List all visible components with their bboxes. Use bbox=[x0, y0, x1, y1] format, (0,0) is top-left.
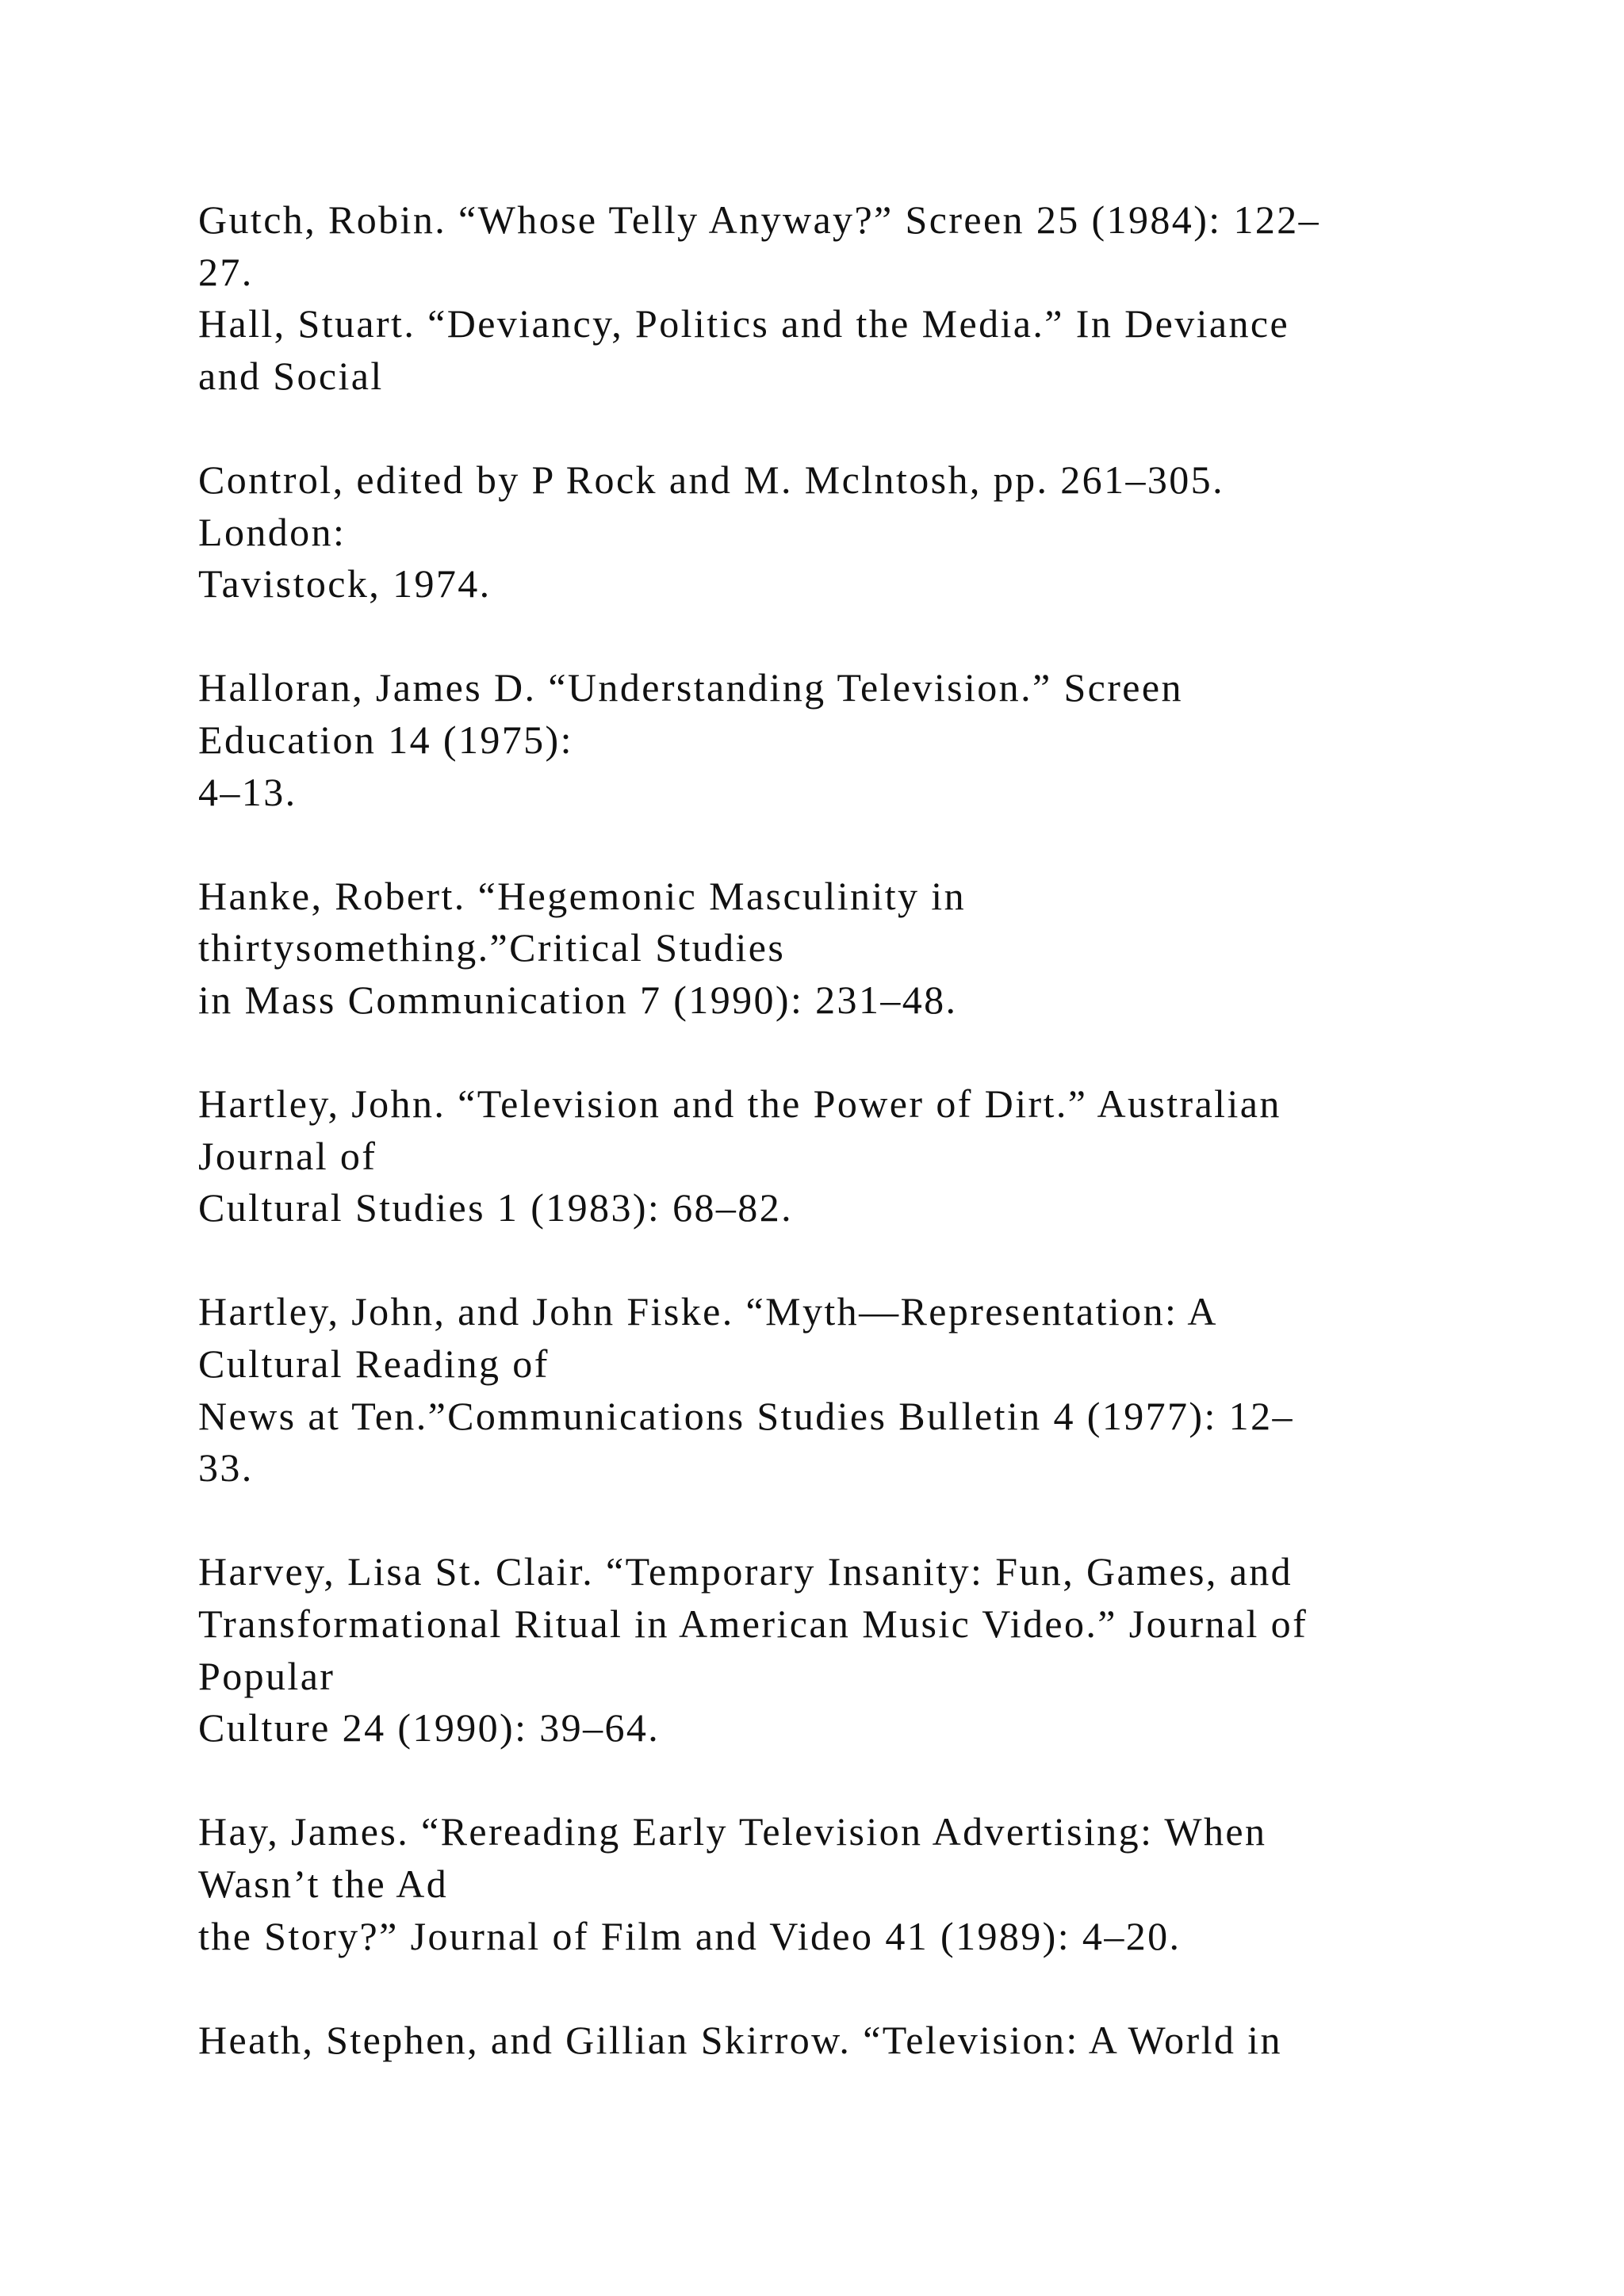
text-line: 4–13. bbox=[198, 769, 297, 814]
text-line: in Mass Communication 7 (1990): 231–48. bbox=[198, 977, 958, 1022]
blank-line bbox=[198, 402, 1546, 454]
blank-line bbox=[198, 818, 1546, 871]
text-line: Transformational Ritual in American Music Video.” Journal of bbox=[198, 1601, 1308, 1647]
text-line: Hanke, Robert. “Hegemonic Masculinity in bbox=[198, 873, 966, 918]
text-line: Control, edited by P Rock and M. Mclntosh, pp. 261–305. bbox=[198, 457, 1224, 502]
text-line: News at Ten.”Communications Studies Bulletin 4 (1977): 12– bbox=[198, 1393, 1294, 1438]
text-line: Harvey, Lisa St. Clair. “Temporary Insanity: Fun, Games, and bbox=[198, 1549, 1293, 1594]
text-line: Hartley, John, and John Fiske. “Myth—Representation: A bbox=[198, 1289, 1218, 1334]
text-line: Wasn’t the Ad bbox=[198, 1862, 449, 1906]
text-line: and Social bbox=[198, 353, 384, 398]
blank-line bbox=[198, 1027, 1546, 1079]
text-line: Journal of bbox=[198, 1133, 377, 1178]
text-line: 27. bbox=[198, 249, 254, 294]
text-line: the Story?” Journal of Film and Video 41 (1989): 4–20. bbox=[198, 1913, 1182, 1958]
text-line: Hay, James. “Rereading Early Television Advertising: When bbox=[198, 1809, 1267, 1854]
text-line: Cultural Studies 1 (1983): 68–82. bbox=[198, 1185, 794, 1230]
text-line: 33. bbox=[198, 1445, 254, 1490]
blank-line bbox=[198, 1962, 1546, 2015]
text-line: Hall, Stuart. “Deviancy, Politics and the Media.” In Deviance bbox=[198, 301, 1290, 346]
text-line: Education 14 (1975): bbox=[198, 717, 573, 762]
text-line: Halloran, James D. “Understanding Television.” Screen bbox=[198, 665, 1183, 710]
text-line: Tavistock, 1974. bbox=[198, 561, 492, 607]
blank-line bbox=[198, 1234, 1546, 1287]
text-line: Heath, Stephen, and Gillian Skirrow. “Television: A World in bbox=[198, 2017, 1282, 2062]
text-line: Hartley, John. “Television and the Power of Dirt.” Australian bbox=[198, 1081, 1281, 1127]
blank-line bbox=[198, 1755, 1546, 1807]
text-line: London: bbox=[198, 509, 347, 554]
text-line: thirtysomething.”Critical Studies bbox=[198, 925, 786, 970]
bibliography-text bbox=[198, 194, 1546, 2066]
text-line: Popular bbox=[198, 1653, 335, 1698]
text-line: Gutch, Robin. “Whose Telly Anyway?” Screen 25 (1984): 122– bbox=[198, 197, 1321, 242]
text-line: Culture 24 (1990): 39–64. bbox=[198, 1705, 661, 1751]
text-line: Cultural Reading of bbox=[198, 1341, 550, 1387]
blank-line bbox=[198, 610, 1546, 663]
blank-line bbox=[198, 1494, 1546, 1547]
